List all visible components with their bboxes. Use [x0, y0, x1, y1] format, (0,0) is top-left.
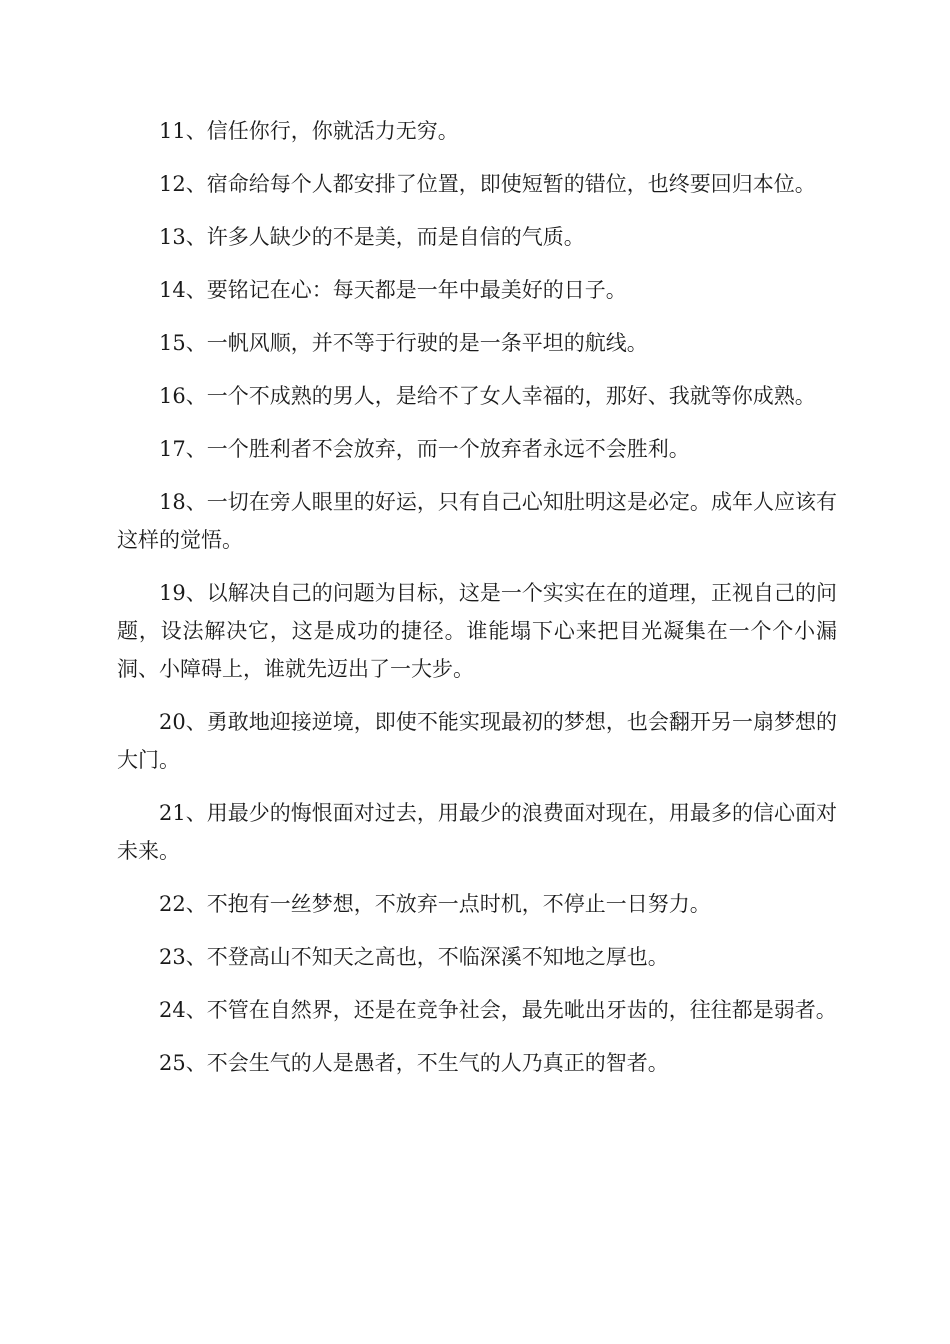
paragraph-24: 24、不管在自然界，还是在竞争社会，最先呲出牙齿的，往往都是弱者。 [159, 998, 837, 1022]
paragraph-16: 16、一个不成熟的男人，是给不了女人幸福的，那好、我就等你成熟。 [159, 384, 816, 408]
paragraph-18: 18、一切在旁人眼里的好运，只有自己心知肚明这是必定。成年人应该有这样的觉悟。 [117, 490, 837, 552]
paragraph-13: 13、许多人缺少的不是美，而是自信的气质。 [159, 225, 585, 249]
document-body [117, 112, 837, 1097]
paragraph-12: 12、宿命给每个人都安排了位置，即使短暂的错位，也终要回归本位。 [159, 172, 816, 196]
paragraph-21: 21、用最少的悔恨面对过去，用最少的浪费面对现在，用最多的信心面对未来。 [117, 801, 837, 863]
paragraph-23: 23、不登高山不知天之高也，不临深溪不知地之厚也。 [159, 945, 669, 969]
paragraph-15: 15、一帆风顺，并不等于行驶的是一条平坦的航线。 [159, 331, 648, 355]
paragraph-20: 20、勇敢地迎接逆境，即使不能实现最初的梦想，也会翻开另一扇梦想的大门。 [117, 710, 837, 772]
paragraph-19: 19、以解决自己的问题为目标，这是一个实实在在的道理，正视自己的问题，设法解决它，这是成功的捷径。谁能塌下心来把目光凝集在一个个小漏洞、小障碍上，谁就先迈出了一大步。 [117, 581, 837, 681]
paragraph-25: 25、不会生气的人是愚者，不生气的人乃真正的智者。 [159, 1051, 669, 1075]
paragraph-17: 17、一个胜利者不会放弃，而一个放弃者永远不会胜利。 [159, 437, 690, 461]
paragraph-11: 11、信任你行，你就活力无穷。 [159, 119, 459, 143]
paragraph-14: 14、要铭记在心：每天都是一年中最美好的日子。 [159, 278, 627, 302]
paragraph-22: 22、不抱有一丝梦想，不放弃一点时机，不停止一日努力。 [159, 892, 711, 916]
